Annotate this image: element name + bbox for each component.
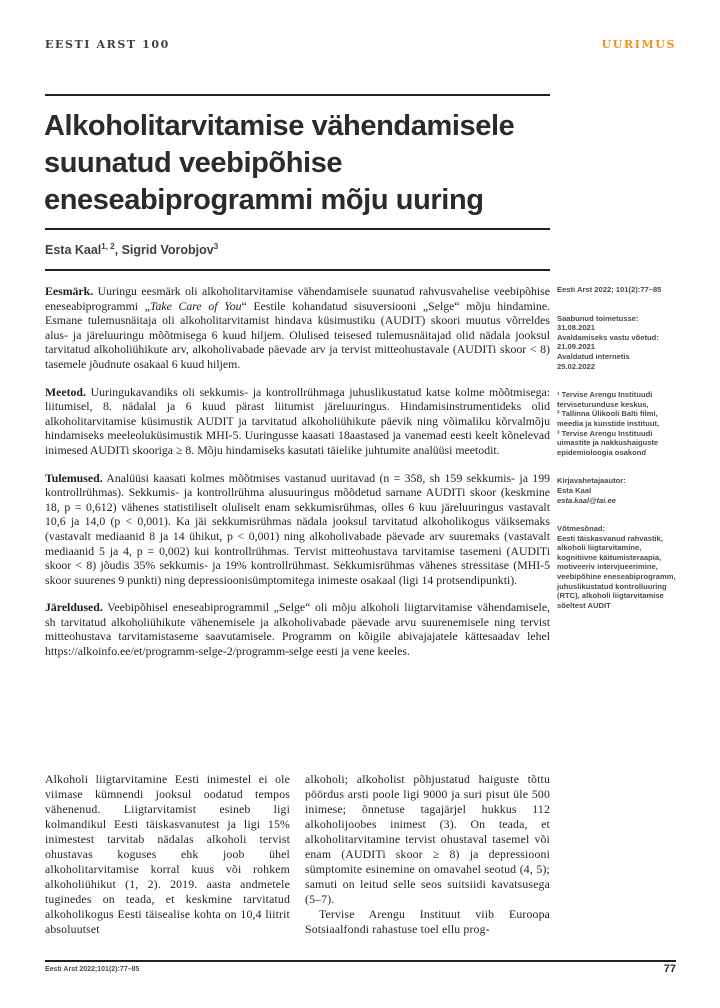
abstract-aim-text-cont: “ Eestile kohandatud sisuversiooni „Selge“ mõju hindamine. Esmane tulemusnäitaja oli alkoholitarvitamist hindava küsimustiku (AUDIT) skoori muutus võrreldes alus- ja järeluuringu mõõtmisega 6 kuud hiljem. Olulised teisesed tulemusnäitajad olid nädala jooksul tarvitatud alkoholiühikute arv, alkoholivabade päevade arv ja tervist mitteohustavale (AUDITi skoor < 8) tasemele jõudnute osakaal 6 kuud hiljem. (45, 298, 550, 371)
program-url-link[interactable]: https://alkoinfo.ee/et/programm-selge-2/programm-selge (45, 644, 314, 659)
authors-line (45, 243, 218, 257)
footer-citation: Eesti Arst 2022;101(2):77–85 (45, 966, 140, 973)
sidebar-correspondence (557, 476, 678, 505)
keywords-label: Võtmesõnad: (557, 524, 606, 534)
affiliation-1: ¹ Tervise Arengu Instituudi terviseturunduse keskus, (557, 390, 653, 409)
author-2-name: Sigrid Vorobjov (121, 243, 214, 257)
authors-separator: , (114, 243, 122, 257)
journal-name: EESTI ARST 100 (45, 38, 170, 51)
footer-divider (45, 960, 676, 962)
article-column-right (305, 772, 550, 937)
abstract-conclusions-label: Järeldused. (45, 600, 103, 615)
correspondence-email-link[interactable]: esta.kaal@tai.ee (557, 495, 616, 505)
abstract-method-paragraph (45, 385, 550, 458)
second-paragraph-right: Tervise Arengu Instituut viib Euroopa Sotsiaalfondi rahastuse toel ellu prog- (305, 907, 550, 936)
abstract-aim-label: Eesmärk. (45, 284, 94, 298)
accepted-label: Avaldamiseks vastu võetud: (557, 332, 659, 342)
affiliation-2: ² Tallinna Ülikooli Balti filmi, meedia ja kunstide instituut, (557, 409, 660, 428)
affiliation-3: ³ Tervise Arengu Instituudi uimastite ja nakkushaiguste epidemioloogia osakond (557, 428, 659, 457)
article-column-left (45, 772, 290, 937)
author-1-name: Esta Kaal (45, 243, 102, 257)
abstract-results-text: Analüüsi kaasati kolmes mõõtmises vastanud uuritavad (n = 358, sh 159 sekkumis- ja 199 kontrollrühmas). Sekkumis- ja kontrollrühma alusuuringus mõõdetud sarnane AUDITi skoor (keskmine 18, p = 0,612) vähenes statistiliselt oluliselt enam sekkumisrühmas, olles 6 kuu järeluuringus vastavalt 10,6 ja 14,0 (p < 0,001). Ka jäi sekkumisrühmas nädala jooksul tarvitatud alkoholikogus väiksemaks (vastavalt mediaanid 8 ja 14 ühikut, p < 0,001) ning alkoholivabade päevade arv suuremaks (vastavalt mediaanid 5 ja 4, p = 0,002) kui kontrollrühmas. Tervist mitteohustava tarvitamise tasemeni (AUDITi skoor < 8) jõudis 35% sekkumis- ja 19% kontrollrühmast. Sekkumisrühmas vähenes stressitase (MHI-5 skoor suurenes 9 punkti) ning depressioonisümptomitega inimeste osakaal (ligi 14 protsendipunkti). (45, 470, 550, 587)
article-title-line1: Alkoholitarvitamise vähendamisele (44, 110, 515, 142)
abstract-conclusions-text: Veebipõhisel eneseabiprogrammil „Selge“ oli mõju alkoholi liigtarvitamise vähendamisele, sh tarvitatud alkoholiühikute vähenemisele ja alkoholivabade päevade arvu suurenemisele ning tervist mitteohustava tarvitamistaseme saavutamisele. Programm on kõigile abivajajatele kättesaadav lehel (45, 600, 550, 644)
abstract-aim-paragraph (45, 284, 550, 372)
article-title (44, 108, 604, 219)
abstract-aim-text: Uuringu eesmärk oli alkoholitarvitamise vähendamisele suunatud rahvusvahelise veebipõhise eneseabiprogrammi „ (45, 284, 550, 313)
abstract (45, 284, 550, 672)
abstract-results-paragraph (45, 471, 550, 588)
sidebar-affiliations (557, 390, 678, 457)
article-body-columns (45, 772, 550, 937)
abstract-method-text: Uuringukavandiks oli sekkumis- ja kontrollrühmaga juhuslikustatud katse kolme mõõtmisega: liitumisel, 8. nädalal ja 6 kuud pärast liitumist järeluuringus. Hindamisinstrumentideks olid alkoholitarvitamise küsimustik AUDIT ja tarvitatud alkoholiühikute päevik ning võimaliku kõrvalmõju hindamiseks meeleoluküsimustik MHI-5. Uuringusse kaasati 18aastased ja vanemad eesti keelt kõnelevad inimesed AUDITi skooriga ≥ 8. Mõju hindamiseks kasutati täielike juhtumite analüüsi meetodit. (45, 384, 550, 457)
author-2-affiliation-marks: 3 (213, 241, 219, 251)
sidebar-dates (557, 314, 678, 372)
abstract-conclusions-text-cont: eesti ja vene keeles. (313, 644, 410, 659)
author-1-affiliation-marks: 1, 2 (101, 241, 115, 251)
received-label: Saabunud toimetusse: (557, 313, 639, 323)
keywords-text: Eesti täiskasvanud rahvastik, alkoholi liigtarvitamine, kognitiivne käitumisteraapia, motiveeriv intervjueerimine, veebipõhine eneseabiprogramm, juhuslikustatud kontrolluuring (RTC), alkoholi liigtarvitamise sõeltest AUDIT (557, 533, 676, 610)
intro-paragraph-left: Alkoholi liigtarvitamine Eesti inimestel ei ole viimase kümnendi jooksul oodatud tempos vähenenud. Liigtarvitamist esineb ligi kolmandikul Eesti täiskasvanutest ja ligi 15% inimestest tarvitab nädalas alkoholi tervist ohustavas koguses ehk joob ühel alkoholitarvitamise korral kuus või rohkem alkoholiühikut (1, 2). 2019. aasta andmetele tuginedes on teada, et keskmine tarvitatud alkoholikogus Eesti täisealise kohta on 10,4 liitrit absoluutset (45, 772, 290, 936)
sidebar-keywords (557, 524, 678, 610)
sidebar-citation: Eesti Arst 2022; 101(2):77–85 (557, 285, 662, 294)
abstract-results-label: Tulemused. (45, 470, 103, 485)
authors-divider (45, 269, 550, 271)
accepted-date: 21.09.2021 (557, 342, 596, 352)
received-date: 31.08.2021 (557, 323, 596, 333)
published-label: Avaldatud internetis (557, 351, 630, 361)
section-label: UURIMUS (601, 38, 676, 51)
article-title-line3: eneseabiprogrammi mõju uuring (44, 184, 484, 216)
abstract-method-label: Meetod. (45, 384, 86, 399)
correspondence-name: Esta Kaal (557, 485, 592, 495)
published-date: 25.02.2022 (557, 361, 596, 371)
intro-paragraph-right: alkoholi; alkoholist põhjustatud haiguste tõttu pöördus arsti poole ligi 9000 ja suri pisut üle 500 inimese; õnnetuse tagajärjel hukkus 112 alkoholijoobes inimest (3). On teada, et alkoholitarvitamine tervist ohustaval tasemel või enam (AUDITi skoor ≥ 8) ja depressiooni sümptomite esinemine on omavahel seotud (4, 5); samuti on leitud selle seos suitsiidi kavatsusega (5–7). (305, 772, 550, 906)
metadata-sidebar (557, 285, 678, 620)
program-name-italic: Take Care of You (149, 298, 242, 313)
footer-page-number: 77 (663, 963, 676, 975)
abstract-conclusions-paragraph (45, 600, 550, 658)
correspondence-label: Kirjavahetajaautor: (557, 476, 626, 486)
article-title-line2: suunatud veebipõhise (44, 147, 343, 179)
header-divider (45, 94, 550, 96)
title-divider (45, 228, 550, 230)
